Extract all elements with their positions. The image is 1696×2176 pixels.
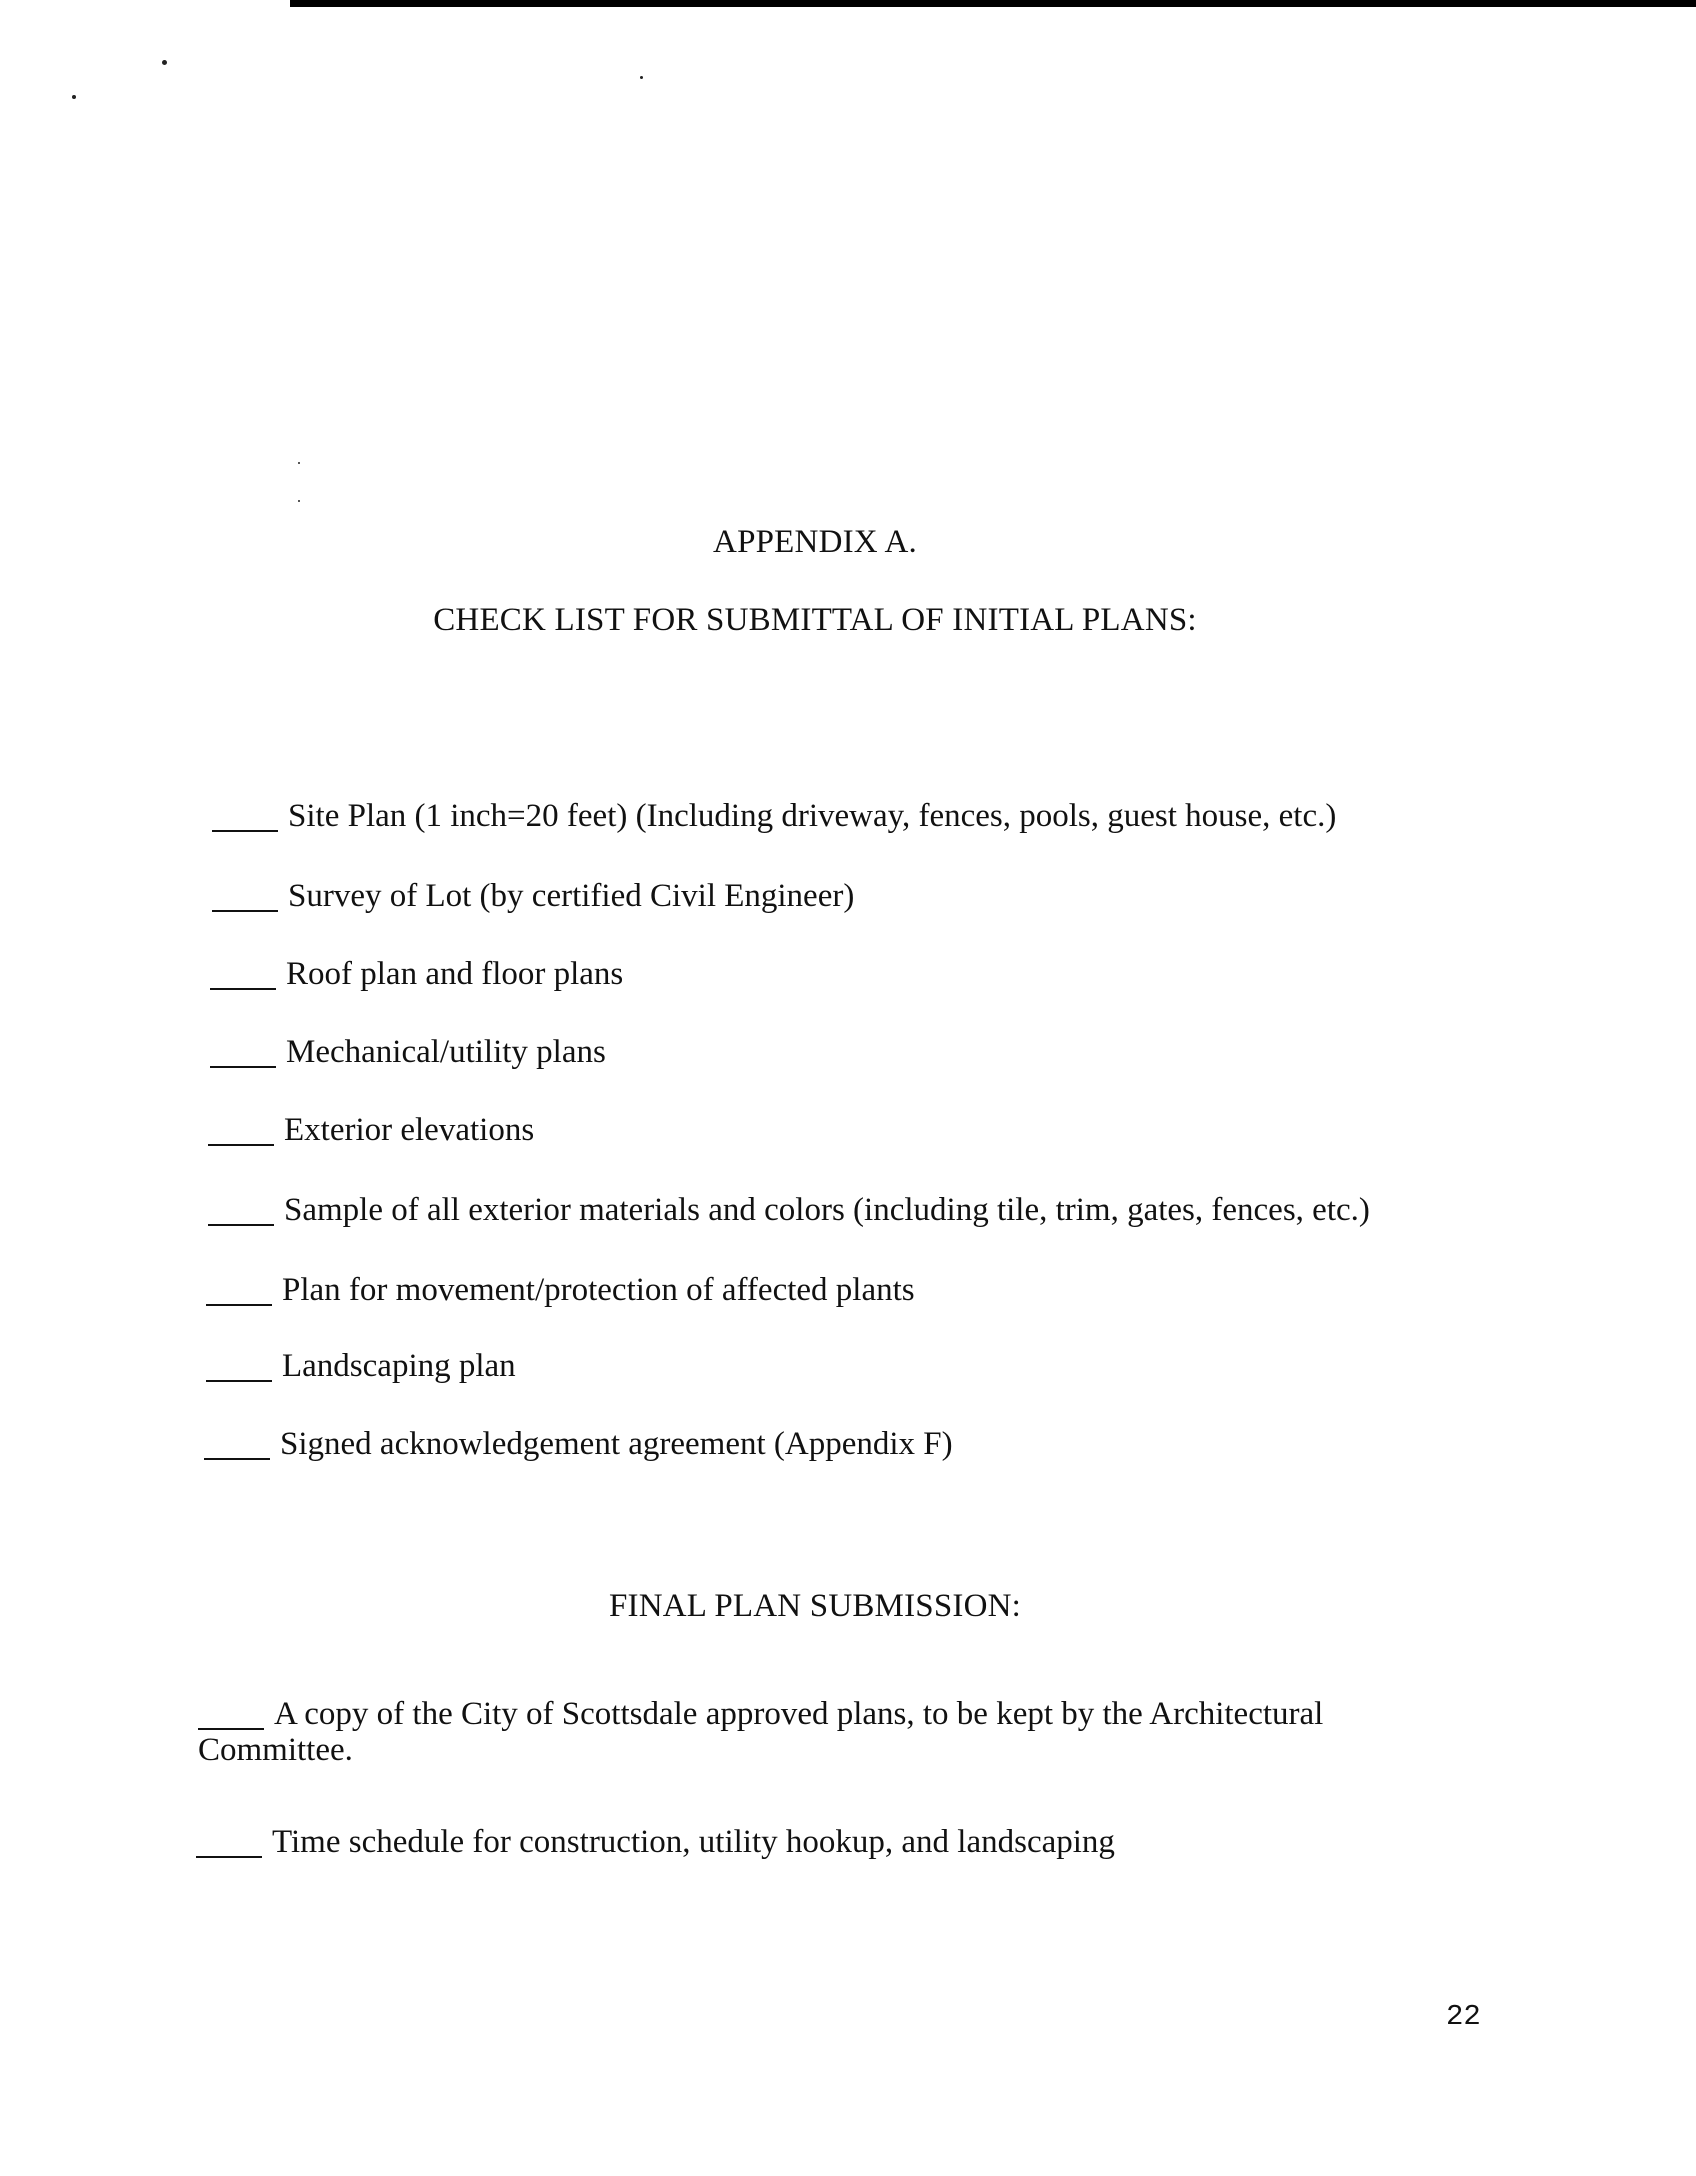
final-plan-title: FINAL PLAN SUBMISSION: — [608, 1588, 1022, 1624]
scan-speck — [162, 60, 167, 65]
checklist-title: CHECK LIST FOR SUBMITTAL OF INITIAL PLANS: — [433, 602, 1197, 638]
checklist-item-label: Survey of Lot (by certified Civil Engineer) — [288, 878, 855, 914]
checklist-item — [206, 1346, 516, 1386]
checklist-item-label: Plan for movement/protection of affected plants — [282, 1272, 915, 1308]
checkbox-blank-line[interactable] — [198, 1728, 264, 1730]
checklist-item-label: Signed acknowledgement agreement (Appendix F) — [280, 1426, 953, 1462]
checklist-item — [198, 1696, 1398, 1768]
checkbox-blank-line[interactable] — [212, 830, 278, 832]
checkbox-blank-line[interactable] — [206, 1304, 272, 1306]
checklist-item-label: A copy of the City of Scottsdale approved plans, to be kept by the Architectural Committee. — [198, 1696, 1324, 1768]
page-number: 22 — [1446, 2000, 1481, 2033]
checklist-item — [206, 1270, 915, 1310]
checkbox-blank-line[interactable] — [208, 1144, 274, 1146]
appendix-title: APPENDIX A. — [713, 524, 917, 560]
checklist-item — [208, 1110, 534, 1150]
scan-speck — [72, 95, 76, 99]
scan-speck — [298, 500, 300, 502]
checkbox-blank-line[interactable] — [204, 1458, 270, 1460]
checkbox-blank-line[interactable] — [210, 988, 276, 990]
checklist-item-label: Roof plan and floor plans — [286, 956, 624, 992]
checkbox-blank-line[interactable] — [212, 910, 278, 912]
checkbox-blank-line[interactable] — [210, 1066, 276, 1068]
checklist-item-label: Landscaping plan — [282, 1348, 516, 1384]
checklist-item-label: Time schedule for construction, utility hookup, and landscaping — [272, 1824, 1115, 1860]
checklist-item-label: Exterior elevations — [284, 1112, 535, 1148]
scan-speck — [298, 462, 300, 464]
checklist-item — [204, 1424, 953, 1464]
checklist-item — [196, 1822, 1115, 1862]
checklist-item — [212, 796, 1336, 836]
checkbox-blank-line[interactable] — [208, 1224, 274, 1226]
scan-top-border — [290, 0, 1696, 7]
scan-speck — [640, 76, 643, 79]
checkbox-blank-line[interactable] — [196, 1856, 262, 1858]
checklist-item — [212, 876, 854, 916]
checklist-item — [210, 1032, 606, 1072]
checklist-item — [208, 1190, 1370, 1230]
checklist-item-label: Site Plan (1 inch=20 feet) (Including driveway, fences, pools, guest house, etc.) — [288, 798, 1337, 834]
checklist-item-label: Sample of all exterior materials and colors (including tile, trim, gates, fences, etc.) — [284, 1192, 1370, 1228]
checkbox-blank-line[interactable] — [206, 1380, 272, 1382]
checklist-item-label: Mechanical/utility plans — [286, 1034, 606, 1070]
checklist-item — [210, 954, 623, 994]
